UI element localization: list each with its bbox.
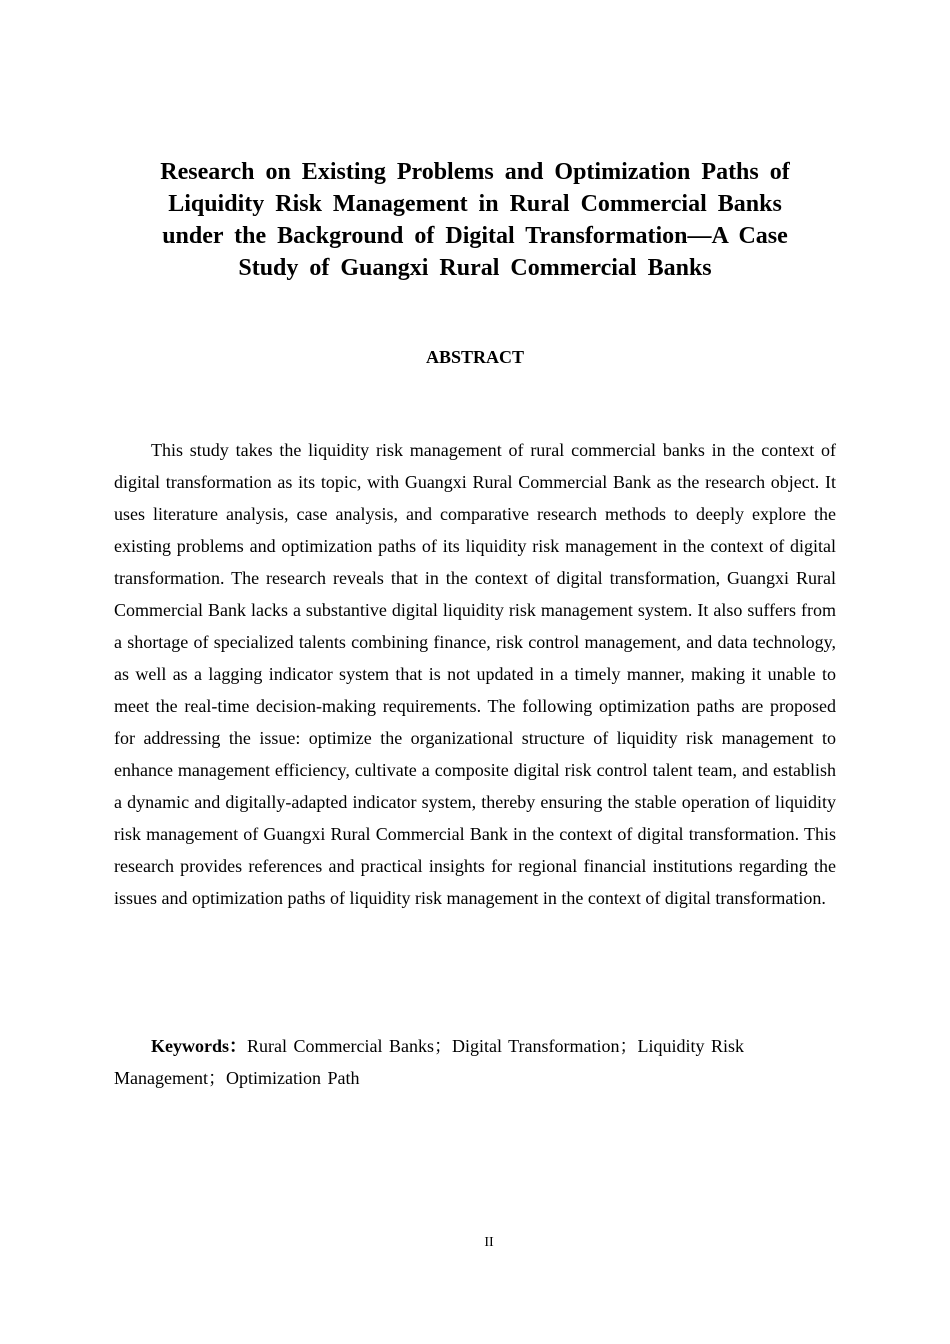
paper-title <box>118 156 832 284</box>
title-line-2: Liquidity Risk Management in Rural Commercial Banks <box>168 191 782 217</box>
title-line-1: Research on Existing Problems and Optimization Paths of <box>160 159 790 185</box>
page-number: II <box>484 1235 494 1250</box>
keywords-text: Rural Commercial Banks；Digital Transformation；Liquidity Risk Management；Optimization Path <box>114 1036 744 1088</box>
abstract-body: This study takes the liquidity risk management of rural commercial banks in the context of digital transformation as its topic, with Guangxi Rural Commercial Bank as the research object. It uses literature analysis, case analysis, and comparative research methods to deeply explore the existing problems and optimization paths of its liquidity risk management in the context of digital transformation. The research reveals that in the context of digital transformation, Guangxi Rural Commercial Bank lacks a substantive digital liquidity risk management system. It also suffers from a shortage of specialized talents combining finance, risk control management, and data technology, as well as a lagging indicator system that is not updated in a timely manner, making it unable to meet the real-time decision-making requirements. The following optimization paths are proposed for addressing the issue: optimize the organizational structure of liquidity risk management to enhance management efficiency, cultivate a composite digital risk control talent team, and establish a dynamic and digitally-adapted indicator system, thereby ensuring the stable operation of liquidity risk management of Guangxi Rural Commercial Bank in the context of digital transformation. This research provides references and practical insights for regional financial institutions regarding the issues and optimization paths of liquidity risk management in the context of digital transformation. <box>114 440 836 908</box>
abstract-heading: ABSTRACT <box>425 347 525 367</box>
keywords-paragraph <box>114 1030 836 1094</box>
title-line-3: under the Background of Digital Transformation—A Case <box>162 223 788 249</box>
title-line-4: Study of Guangxi Rural Commercial Banks <box>238 255 712 281</box>
keywords-label: Keywords： <box>151 1036 247 1056</box>
